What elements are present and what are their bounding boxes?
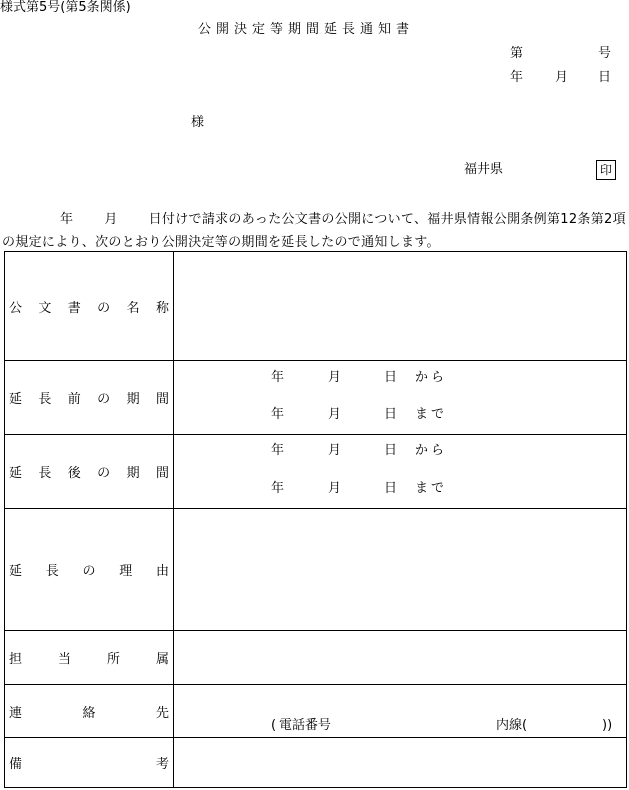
row-label: 延 長 の 理 由 bbox=[5, 509, 174, 630]
row-label: 公 文 書 の 名 称 bbox=[5, 252, 174, 360]
doc-number-prefix: 第 bbox=[510, 46, 524, 61]
period-to-line: 年 月 日 まで bbox=[271, 407, 448, 422]
phone-open-paren: ( bbox=[271, 718, 277, 733]
extension-label: 内線( bbox=[496, 718, 528, 733]
addressee-honorific: 様 bbox=[191, 115, 205, 130]
notice-table bbox=[4, 251, 627, 788]
body-year: 年 bbox=[60, 212, 74, 227]
row-label: 延 長 後 の 期 間 bbox=[5, 435, 174, 508]
period-from-line: 年 月 日 から bbox=[271, 370, 448, 385]
table-row-extension-reason bbox=[5, 508, 626, 630]
issue-date-year: 年 bbox=[510, 70, 524, 85]
table-row-period-before bbox=[5, 360, 626, 434]
period-after-field[interactable] bbox=[174, 435, 626, 508]
row-label: 担 当 所 属 bbox=[5, 631, 174, 684]
period-to-line: 年 月 日 まで bbox=[271, 481, 448, 496]
row-label: 備 考 bbox=[5, 738, 174, 787]
table-row-document-name bbox=[5, 252, 626, 360]
issue-date-day: 日 bbox=[598, 70, 612, 85]
phone-label: 電話番号 bbox=[279, 718, 332, 733]
period-from-line: 年 月 日 から bbox=[271, 443, 448, 458]
sender-name: 福井県 bbox=[464, 162, 504, 177]
doc-number-suffix: 号 bbox=[598, 46, 612, 61]
issue-date-month: 月 bbox=[555, 70, 569, 85]
form-number: 様式第5号(第5条関係) bbox=[0, 0, 131, 15]
period-before-field[interactable] bbox=[174, 361, 626, 434]
department-field[interactable] bbox=[174, 631, 626, 684]
remarks-field[interactable] bbox=[174, 738, 626, 787]
notice-body bbox=[2, 208, 629, 254]
extension-reason-field[interactable] bbox=[174, 509, 626, 630]
table-row-contact bbox=[5, 684, 626, 737]
row-label: 延 長 前 の 期 間 bbox=[5, 361, 174, 434]
table-row-period-after bbox=[5, 434, 626, 508]
body-month: 月 bbox=[104, 212, 118, 227]
document-name-field[interactable] bbox=[174, 252, 626, 360]
document-title: 公開決定等期間延長通知書 bbox=[198, 22, 415, 37]
table-row-department bbox=[5, 630, 626, 684]
seal-stamp: 印 bbox=[596, 160, 616, 180]
body-text: 日付けで請求のあった公文書の公開について、福井県情報公開条例第12条第2項の規定により、次のとおり公開決定等の期間を延長したので通知します。 bbox=[2, 212, 626, 250]
contact-field[interactable] bbox=[174, 685, 626, 737]
table-row-remarks bbox=[5, 737, 626, 787]
row-label: 連 絡 先 bbox=[5, 685, 174, 737]
extension-close-paren: )) bbox=[602, 718, 613, 733]
